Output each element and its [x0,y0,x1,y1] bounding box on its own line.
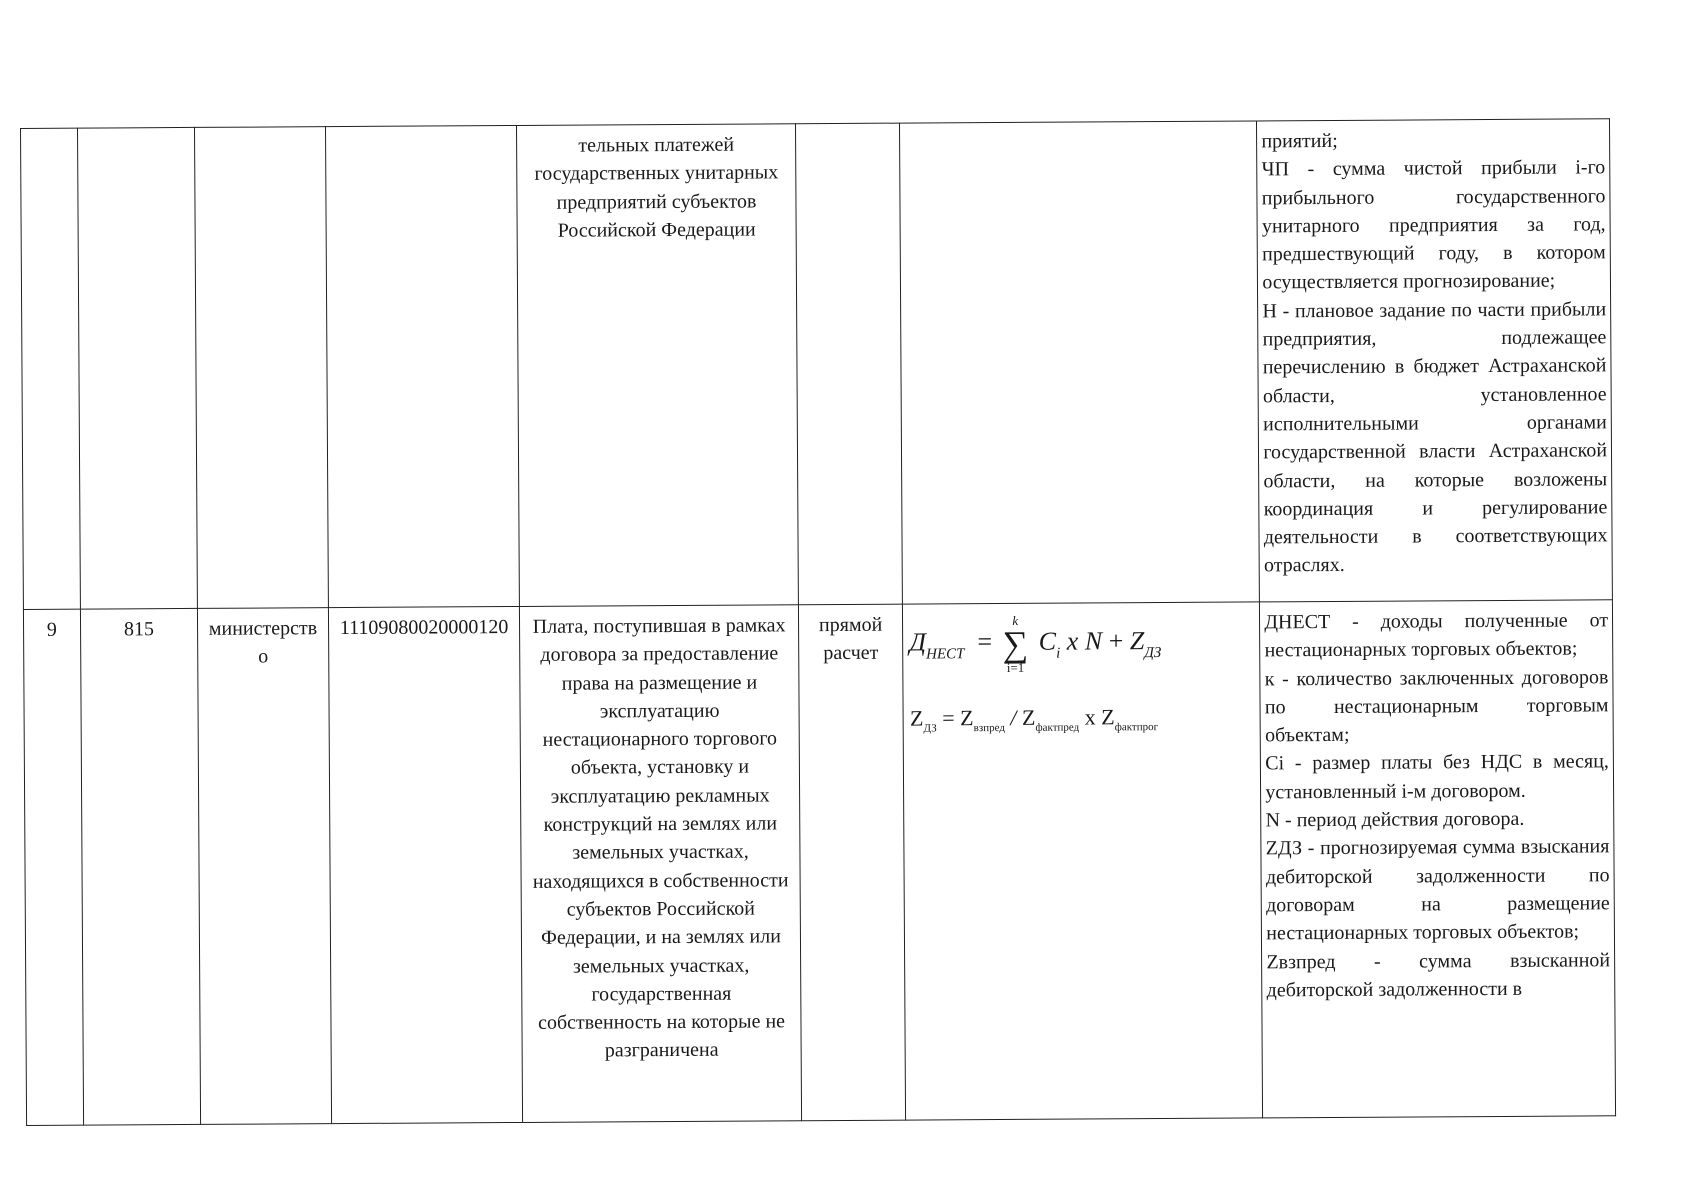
income-name-text: Плата, поступившая в рамках договора за предоставление права на размещение и эксплуатацию нестационарного торгового объекта, установку и эксплуатацию рекламных конструкций на землях или земельных участках, находящихся в собственности субъектов Российской Федерации, и на землях или земельных участках, государственная собственность на которые не разграничена [532,614,789,1062]
summation-symbol: k ∑ i=1 [1002,612,1029,675]
row-number-cell [21,128,81,609]
description-line: Zвзпред - сумма взысканной дебиторской задолженности в [1266,948,1611,1002]
method-text: прямой расчет [818,613,883,665]
kbk-cell [325,125,519,607]
formula-main: $Д_{НЕСТ}$ = k ∑ i=1 $C_i$ x $N + Z_{ДЗ}$ [909,612,1162,675]
kbk-code: 11109080020000120 [339,616,509,640]
income-name-text: тельных платежей государственных унитарных предприятий субъектов Российской Федерации [534,133,779,242]
admin-code-cell [80,608,201,1125]
admin-name-cell [195,127,329,609]
description-line: Н - плановое задание по части прибыли предприятия, подлежащее перечислению в бюджет Астраханской области, установленное исполнительными органами государственной власти Астраханской области, на которые возложены координация и регулирование деятельности в соответствующих отраслях. [1262,298,1608,577]
row-number: 9 [46,618,57,641]
description-line: к - количество заключенных договоров по нестационарным торговым объектам; [1264,665,1609,747]
description-line: ЧП - сумма чистой прибыли i-го прибыльного государственного унитарного предприятия за год, предшествующий году, в котором осуществляется прогнозирование; [1261,156,1606,294]
method-cell [798,604,906,1121]
income-name-cell [520,605,802,1123]
kbk-cell [328,606,523,1123]
table-row [23,600,1615,1126]
income-name-cell [517,124,799,607]
admin-name-cell [198,608,332,1125]
description-line: ZДЗ - прогнозируемая сумма взыскания дебиторской задолженности по договорам на размещение нестационарных торговых объектов; [1265,835,1610,945]
method-cell [795,123,902,605]
description-line: приятий; [1261,129,1338,153]
description-line: ДНЕСТ - доходы полученные от нестационарных торговых объектов; [1264,609,1609,662]
formula-cell [900,121,1260,604]
admin-code: 815 [123,618,154,641]
table-row [21,119,1613,610]
formula-cell [903,602,1263,1120]
admin-code-cell [77,127,197,609]
description-line: N - период действия договора. [1265,807,1525,832]
description-line: Ci - размер платы без НДС в месяц, установленный i-м договором. [1265,750,1609,804]
description-cell [1257,119,1613,602]
income-forecast-table [20,118,1616,1126]
formula-second: $Z_{ДЗ} = Z_{взпред} / Z_{фактпред}$ x $Z_{фактпрог}$ [909,704,1159,735]
row-number-cell [23,609,83,1125]
description-cell [1260,600,1616,1118]
admin-name: министерство [208,617,318,668]
